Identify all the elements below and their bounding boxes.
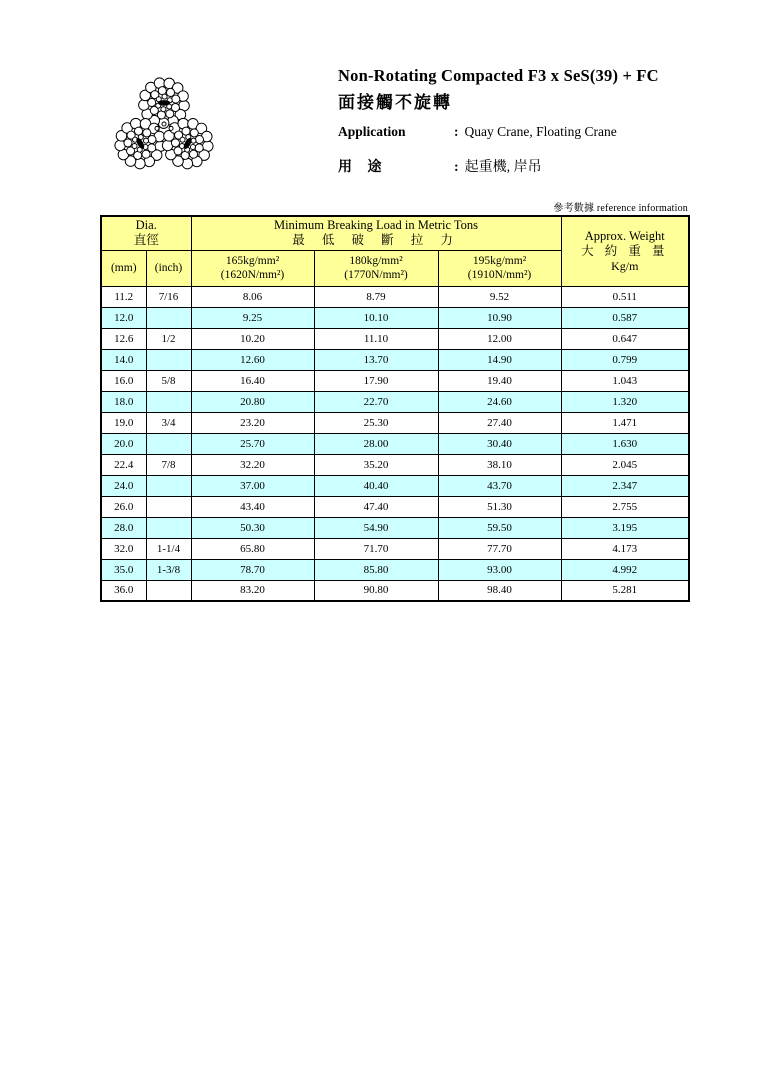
table-cell: 9.25 xyxy=(191,307,314,328)
table-cell: 1-1/4 xyxy=(146,538,191,559)
table-cell: 90.80 xyxy=(314,580,438,601)
table-cell: 4.992 xyxy=(561,559,689,580)
table-cell xyxy=(146,391,191,412)
table-cell xyxy=(146,349,191,370)
table-cell: 10.90 xyxy=(438,307,561,328)
table-cell: 36.0 xyxy=(101,580,146,601)
table-cell: 5/8 xyxy=(146,370,191,391)
spec-table-body xyxy=(101,286,689,601)
application-row xyxy=(338,124,698,140)
table-cell: 50.30 xyxy=(191,517,314,538)
table-cell: 28.00 xyxy=(314,433,438,454)
application-colon: : xyxy=(454,124,459,139)
table-cell: 0.647 xyxy=(561,328,689,349)
table-cell: 40.40 xyxy=(314,475,438,496)
table-cell: 24.0 xyxy=(101,475,146,496)
table-cell xyxy=(146,496,191,517)
page-title: Non-Rotating Compacted F3 x SeS(39) + FC xyxy=(338,66,659,85)
page-title-chinese: 面接觸不旋轉 xyxy=(338,93,452,112)
table-cell: 19.0 xyxy=(101,412,146,433)
table-row xyxy=(101,538,689,559)
table-cell: 12.00 xyxy=(438,328,561,349)
table-row xyxy=(101,475,689,496)
table-cell: 8.79 xyxy=(314,286,438,307)
table-cell: 85.80 xyxy=(314,559,438,580)
col-header-mm: (mm) xyxy=(101,250,146,286)
table-cell: 1-3/8 xyxy=(146,559,191,580)
col-header-weight-unit: Kg/m xyxy=(611,259,639,274)
col-header-weight-en: Approx. Weight xyxy=(584,228,665,243)
col-header-inch: (inch) xyxy=(146,250,191,286)
table-cell xyxy=(146,517,191,538)
table-cell: 2.347 xyxy=(561,475,689,496)
usage-value: 起重機, 岸吊 xyxy=(464,160,542,175)
col-header-weight xyxy=(561,216,689,286)
table-cell: 37.00 xyxy=(191,475,314,496)
table-cell: 22.70 xyxy=(314,391,438,412)
wire-rope-cross-section-icon xyxy=(113,68,215,180)
table-cell xyxy=(146,580,191,601)
col-header-grade-180 xyxy=(314,250,438,286)
table-cell xyxy=(146,475,191,496)
application-label: Application xyxy=(338,124,406,139)
table-cell: 32.20 xyxy=(191,454,314,475)
grade-180-newton: (1770N/mm²) xyxy=(344,269,408,281)
table-row xyxy=(101,286,689,307)
col-header-dia-en: Dia. xyxy=(135,218,157,232)
reference-note: 參考數據 reference information xyxy=(553,203,688,214)
table-row xyxy=(101,454,689,475)
application-value: Quay Crane, Floating Crane xyxy=(464,124,617,139)
table-cell: 19.40 xyxy=(438,370,561,391)
table-cell: 25.30 xyxy=(314,412,438,433)
table-cell: 35.20 xyxy=(314,454,438,475)
table-cell: 2.045 xyxy=(561,454,689,475)
table-cell: 12.60 xyxy=(191,349,314,370)
col-header-grade-165 xyxy=(191,250,314,286)
col-header-mbl-zh: 最 低 破 斷 拉 力 xyxy=(292,233,460,248)
table-cell xyxy=(146,433,191,454)
table-row xyxy=(101,349,689,370)
table-cell: 1.320 xyxy=(561,391,689,412)
table-cell: 0.511 xyxy=(561,286,689,307)
table-row xyxy=(101,307,689,328)
table-cell: 12.0 xyxy=(101,307,146,328)
table-cell: 54.90 xyxy=(314,517,438,538)
table-cell: 0.587 xyxy=(561,307,689,328)
table-cell: 43.40 xyxy=(191,496,314,517)
spec-table-header xyxy=(101,216,689,286)
table-cell: 8.06 xyxy=(191,286,314,307)
table-cell: 11.2 xyxy=(101,286,146,307)
table-cell: 1.043 xyxy=(561,370,689,391)
col-header-dia-zh: 直徑 xyxy=(133,233,159,248)
table-cell: 83.20 xyxy=(191,580,314,601)
table-cell: 5.281 xyxy=(561,580,689,601)
table-cell: 14.0 xyxy=(101,349,146,370)
grade-195-label: 195kg/mm² xyxy=(472,254,527,267)
table-cell: 43.70 xyxy=(438,475,561,496)
table-cell: 20.0 xyxy=(101,433,146,454)
table-cell: 1.630 xyxy=(561,433,689,454)
table-cell: 26.0 xyxy=(101,496,146,517)
table-cell: 27.40 xyxy=(438,412,561,433)
table-cell: 1/2 xyxy=(146,328,191,349)
table-row xyxy=(101,517,689,538)
table-cell: 93.00 xyxy=(438,559,561,580)
table-cell: 11.10 xyxy=(314,328,438,349)
table-cell: 13.70 xyxy=(314,349,438,370)
table-cell: 18.0 xyxy=(101,391,146,412)
grade-195-newton: (1910N/mm²) xyxy=(467,269,532,281)
col-header-mbl xyxy=(191,216,561,250)
table-cell: 10.10 xyxy=(314,307,438,328)
table-row xyxy=(101,559,689,580)
table-row xyxy=(101,328,689,349)
table-row xyxy=(101,433,689,454)
usage-row xyxy=(338,156,698,176)
table-cell: 65.80 xyxy=(191,538,314,559)
table-cell: 32.0 xyxy=(101,538,146,559)
table-cell: 16.0 xyxy=(101,370,146,391)
table-cell: 7/16 xyxy=(146,286,191,307)
table-cell: 35.0 xyxy=(101,559,146,580)
table-cell: 25.70 xyxy=(191,433,314,454)
col-header-mbl-en: Minimum Breaking Load in Metric Tons xyxy=(273,218,479,232)
table-cell: 17.90 xyxy=(314,370,438,391)
table-cell: 77.70 xyxy=(438,538,561,559)
table-row xyxy=(101,496,689,517)
table-cell: 78.70 xyxy=(191,559,314,580)
table-row xyxy=(101,391,689,412)
table-row xyxy=(101,412,689,433)
table-cell: 14.90 xyxy=(438,349,561,370)
table-cell: 7/8 xyxy=(146,454,191,475)
table-cell: 23.20 xyxy=(191,412,314,433)
table-row xyxy=(101,580,689,601)
grade-165-newton: (1620N/mm²) xyxy=(220,269,285,281)
table-cell: 4.173 xyxy=(561,538,689,559)
table-cell: 0.799 xyxy=(561,349,689,370)
table-cell: 38.10 xyxy=(438,454,561,475)
table-cell: 12.6 xyxy=(101,328,146,349)
table-cell: 3.195 xyxy=(561,517,689,538)
title-block xyxy=(338,66,698,113)
table-cell: 3/4 xyxy=(146,412,191,433)
table-cell: 47.40 xyxy=(314,496,438,517)
table-cell xyxy=(146,307,191,328)
col-header-weight-zh: 大 約 重 量 xyxy=(581,243,669,258)
table-cell: 10.20 xyxy=(191,328,314,349)
col-header-grade-195 xyxy=(438,250,561,286)
spec-table xyxy=(100,215,690,602)
table-cell: 71.70 xyxy=(314,538,438,559)
usage-label: 用 途 xyxy=(338,160,388,175)
table-cell: 9.52 xyxy=(438,286,561,307)
grade-180-label: 180kg/mm² xyxy=(349,254,403,267)
table-cell: 20.80 xyxy=(191,391,314,412)
table-cell: 51.30 xyxy=(438,496,561,517)
col-header-dia xyxy=(101,216,191,250)
grade-165-label: 165kg/mm² xyxy=(225,254,280,267)
table-cell: 16.40 xyxy=(191,370,314,391)
table-cell: 59.50 xyxy=(438,517,561,538)
table-cell: 2.755 xyxy=(561,496,689,517)
table-cell: 22.4 xyxy=(101,454,146,475)
table-cell: 98.40 xyxy=(438,580,561,601)
table-cell: 28.0 xyxy=(101,517,146,538)
table-cell: 24.60 xyxy=(438,391,561,412)
table-cell: 30.40 xyxy=(438,433,561,454)
table-cell: 1.471 xyxy=(561,412,689,433)
usage-colon: : xyxy=(454,160,459,175)
table-row xyxy=(101,370,689,391)
